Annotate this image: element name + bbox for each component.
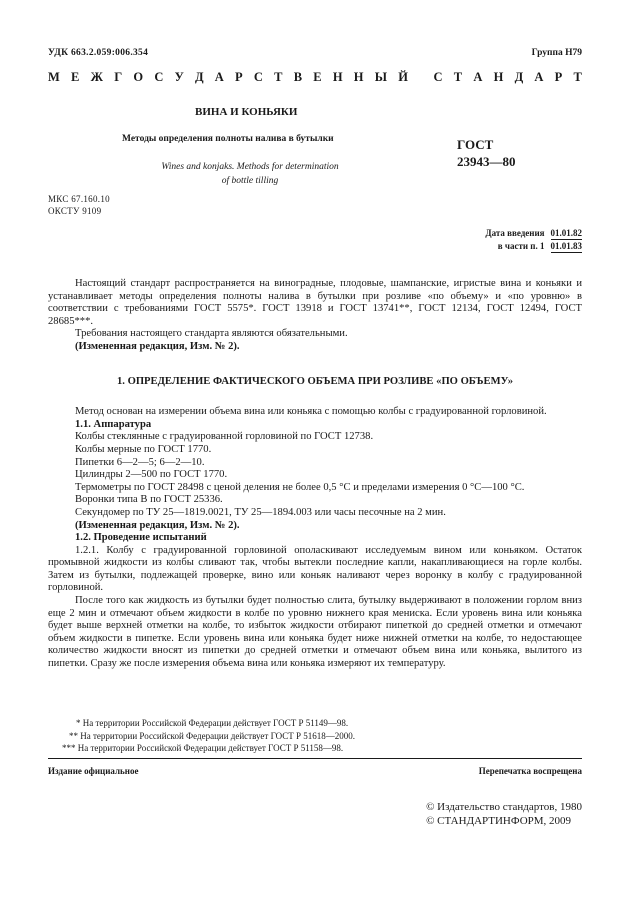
english-title-line2: of bottle tilling xyxy=(221,176,279,186)
banner-letter: Е xyxy=(71,70,80,84)
english-title-line1: Wines and konjaks. Methods for determination xyxy=(161,162,339,172)
banner-letter: Е xyxy=(313,70,322,84)
subsection-1-2-heading: 1.2. Проведение испытаний xyxy=(75,532,207,544)
copyright-1980: © Издательство стандартов, 1980 xyxy=(426,801,582,813)
apparatus-item: Секундомер по ТУ 25—1819.0021, ТУ 25—1894.003 или часы песочные на 2 мин. xyxy=(75,506,446,518)
document-title: ВИНА И КОНЬЯКИ xyxy=(195,106,298,118)
banner-letter: В xyxy=(293,70,303,84)
reprint-notice: Перепечатка воспрещена xyxy=(478,766,582,776)
part-date-value: 01.01.83 xyxy=(550,241,582,251)
banner-letter: Й xyxy=(398,70,408,84)
edition-line xyxy=(48,766,582,776)
banner-letter: А xyxy=(214,70,224,84)
udk-code: УДК 663.2.059:006.354 xyxy=(48,48,149,58)
apparatus-item: Пипетки 6—2—5; 6—2—10. xyxy=(75,456,205,468)
footnote-1: * На территории Российской Федерации действует ГОСТ Р 51149—98. xyxy=(76,718,349,728)
introduction-dates xyxy=(485,227,582,253)
footnote-2: ** На территории Российской Федерации действует ГОСТ Р 51618—2000. xyxy=(69,730,355,741)
banner-letter: Т xyxy=(453,70,463,84)
bottom-divider xyxy=(48,758,582,759)
banner-letter: С xyxy=(154,70,164,84)
document-body xyxy=(48,278,582,671)
amendment-note: (Измененная редакция, Изм. № 2). xyxy=(75,519,240,531)
okstu-code: ОКСТУ 9109 xyxy=(48,206,102,216)
copyright-block xyxy=(426,800,582,828)
part-date-label: в части п. 1 xyxy=(497,241,545,251)
document-subtitle: Методы определения полноты налива в бутылки xyxy=(122,134,334,144)
section-1-heading: 1. ОПРЕДЕЛЕНИЕ ФАКТИЧЕСКОГО ОБЪЕМА ПРИ РОЗЛИВЕ «ПО ОБЪЕМУ» xyxy=(116,375,513,387)
banner-letter: Н xyxy=(353,70,364,84)
banner-letter: Д xyxy=(514,70,524,84)
banner-letter: Г xyxy=(114,70,123,84)
scope-paragraph: Настоящий стандарт распространяется на виноградные, плодовые, шампанские, игристые вина и коньяки и устанавливает методы определения полноты налива в бутылки при розливе «по объему» и «по уровню» в соответствии с требованиями ГОСТ 5575*. ГОСТ 13918 и ГОСТ 13741**, ГОСТ 12134, ГОСТ 12494, ГОСТ 28685***. xyxy=(48,278,582,327)
banner-letter: Ж xyxy=(90,70,103,84)
apparatus-item: Термометры по ГОСТ 28498 с ценой деления не более 0,5 °С и пределами измерения 0 °С—100 °С. xyxy=(75,481,525,493)
banner-letter: Н xyxy=(493,70,504,84)
banner-letter xyxy=(419,70,422,85)
banner-letter: С xyxy=(253,70,263,84)
apparatus-item: Цилиндры 2—500 по ГОСТ 1770. xyxy=(75,469,228,481)
standard-banner xyxy=(48,70,582,85)
apparatus-item: Колбы стеклянные с градуированной горловиной по ГОСТ 12738. xyxy=(75,431,374,443)
gost-code: 23943—80 xyxy=(457,154,516,169)
classification-codes xyxy=(48,193,110,217)
subsection-1-1-heading: 1.1. Аппаратура xyxy=(75,418,152,430)
mandatory-paragraph: Требования настоящего стандарта являются обязательными. xyxy=(75,328,348,340)
banner-letter: Ы xyxy=(374,70,388,84)
apparatus-item: Колбы мерные по ГОСТ 1770. xyxy=(75,443,212,455)
banner-letter: У xyxy=(174,70,184,84)
banner-letter: Н xyxy=(332,70,343,84)
gost-number xyxy=(457,136,516,170)
banner-letter: С xyxy=(433,70,443,84)
banner-letter: А xyxy=(534,70,544,84)
copyright-2009: © СТАНДАРТИНФОРМ, 2009 xyxy=(426,815,572,827)
banner-letter: О xyxy=(133,70,144,84)
banner-letter: Р xyxy=(554,70,563,84)
apparatus-item: Воронки типа В по ГОСТ 25336. xyxy=(75,494,223,506)
mks-code: МКС 67.160.10 xyxy=(48,194,110,204)
procedure-paragraph: После того как жидкость из бутылки будет полностью слита, бутылку выдерживают в положении горлом вниз еще 2 мин и отмечают объем жидкости в колбе по уровню нижнего края мениска. Если уровень вина или коньяка будет выше верхней отметки на колбе, то избыток жидкости отбирают пипеткой до средней отметки и отмечают объем жидкости в пипетке. Если уровень вина или коньяка будет ниже нижней отметки на колбе, то недостающее количество жидкости вносят из пипетки до средней отметки и отмечают объем вина или коньяка, вылитого из пипетки. Сразу же после измерения объема вина или коньяка измеряют их температуру. xyxy=(48,595,582,670)
banner-letter: Д xyxy=(194,70,204,84)
group-code: Группа Н79 xyxy=(531,48,582,58)
intro-date-label: Дата введения xyxy=(485,228,545,238)
banner-letter: М xyxy=(48,70,60,84)
gost-label: ГОСТ xyxy=(457,137,494,152)
banner-letter: Т xyxy=(573,70,582,84)
intro-date-value: 01.01.82 xyxy=(550,228,582,238)
banner-letter: Т xyxy=(274,70,283,84)
method-paragraph: Метод основан на измерении объема вина или коньяка с помощью колбы с градуированной горловиной. xyxy=(75,406,547,418)
footnote-3: *** На территории Российской Федерации действует ГОСТ Р 51158—98. xyxy=(62,743,344,753)
banner-letter: А xyxy=(473,70,483,84)
amendment-note: (Измененная редакция, Изм. № 2). xyxy=(75,340,240,352)
banner-letter: Р xyxy=(235,70,243,84)
english-title xyxy=(130,160,370,188)
official-edition: Издание официальное xyxy=(48,766,139,776)
footnotes xyxy=(48,717,582,755)
procedure-paragraph: 1.2.1. Колбу с градуированной горловиной ополаскивают исследуемым вином или коньяком. Остаток промывной жидкости из колбы сливают так, чтобы вытекли последние капли, накапливающиеся на горле колбы. Затем из бутылки, подлежащей проверке, вино или коньяк наливают через воронку в колбу с градуированной горловиной. xyxy=(48,544,582,594)
